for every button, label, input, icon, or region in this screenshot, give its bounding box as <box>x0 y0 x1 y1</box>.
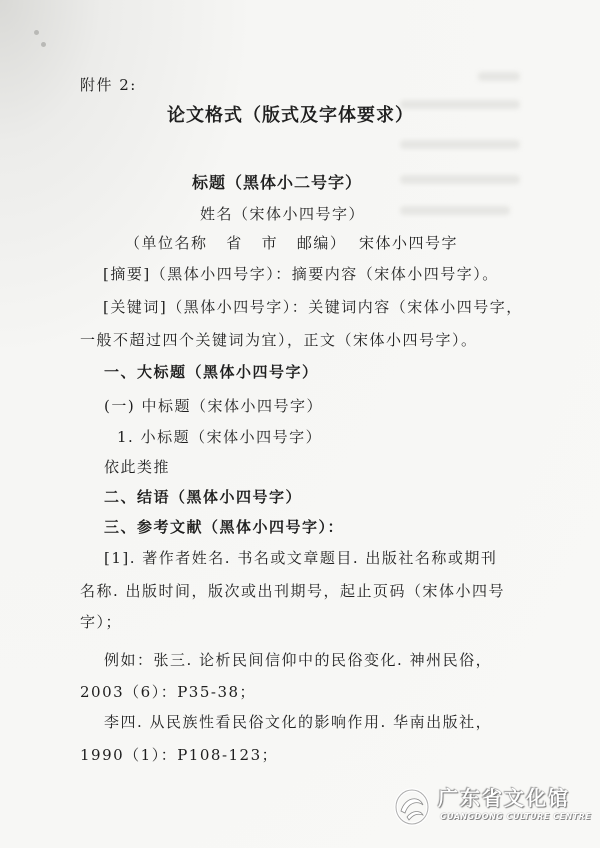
bleed-through-smudge <box>400 100 520 109</box>
culture-centre-logo-icon <box>393 785 431 827</box>
watermark-name-cn: 广东省文化馆 <box>438 786 570 810</box>
reference-rule-line: 字）； <box>80 613 123 631</box>
references-heading: 三、参考文献（黑体小四号字）： <box>104 518 345 536</box>
sample-affiliation: （单位名称 省 市 邮编） 宋体小四号字 <box>125 234 458 252</box>
staple-hole <box>34 30 39 35</box>
watermark-name-en: GUANGDONG CULTURE CENTRE <box>440 812 592 821</box>
heading-level2: (一) 中标题（宋体小四号字） <box>104 397 323 415</box>
page-title: 论文格式（版式及字体要求） <box>167 105 414 126</box>
reference-rule-line: [1]. 著作者姓名. 书名或文章题目. 出版社名称或期刊 <box>104 549 498 567</box>
bleed-through-smudge <box>400 140 520 149</box>
bleed-through-smudge <box>400 206 510 215</box>
staple-hole <box>41 42 46 47</box>
reference-rule-line: 名称. 出版时间，版次或出刊期号，起止页码（宋体小四号 <box>80 582 506 600</box>
sample-abstract: [摘要]（黑体小四号字）：摘要内容（宋体小四号字）。 <box>103 265 499 283</box>
sample-keywords-line: [关键词]（黑体小四号字）：关键词内容（宋体小四号字， <box>103 298 523 316</box>
heading-level1: 一、大标题（黑体小四号字） <box>104 363 319 381</box>
example-line: 例如：张三. 论析民间信仰中的民俗变化. 神州民俗， <box>104 651 493 669</box>
example-line: 1990（1）：P108-123； <box>80 746 279 764</box>
bleed-through-smudge <box>478 72 520 81</box>
example-line: 2003（6）：P35-38； <box>80 683 257 701</box>
sample-author: 姓名（宋体小四号字） <box>200 205 366 223</box>
sample-keywords-line: 一般不超过四个关键词为宜），正文（宋体小四号字）。 <box>80 331 478 349</box>
bleed-through-smudge <box>400 175 520 184</box>
and-so-on-text: 依此类推 <box>104 458 171 476</box>
example-line: 李四. 从民族性看民俗文化的影响作用. 华南出版社， <box>104 713 493 731</box>
heading-level3: 1. 小标题（宋体小四号字） <box>117 428 323 446</box>
conclusion-heading: 二、结语（黑体小四号字） <box>104 488 303 506</box>
attachment-label: 附件 2: <box>80 76 137 94</box>
sample-heading: 标题（黑体小二号字） <box>192 173 363 192</box>
